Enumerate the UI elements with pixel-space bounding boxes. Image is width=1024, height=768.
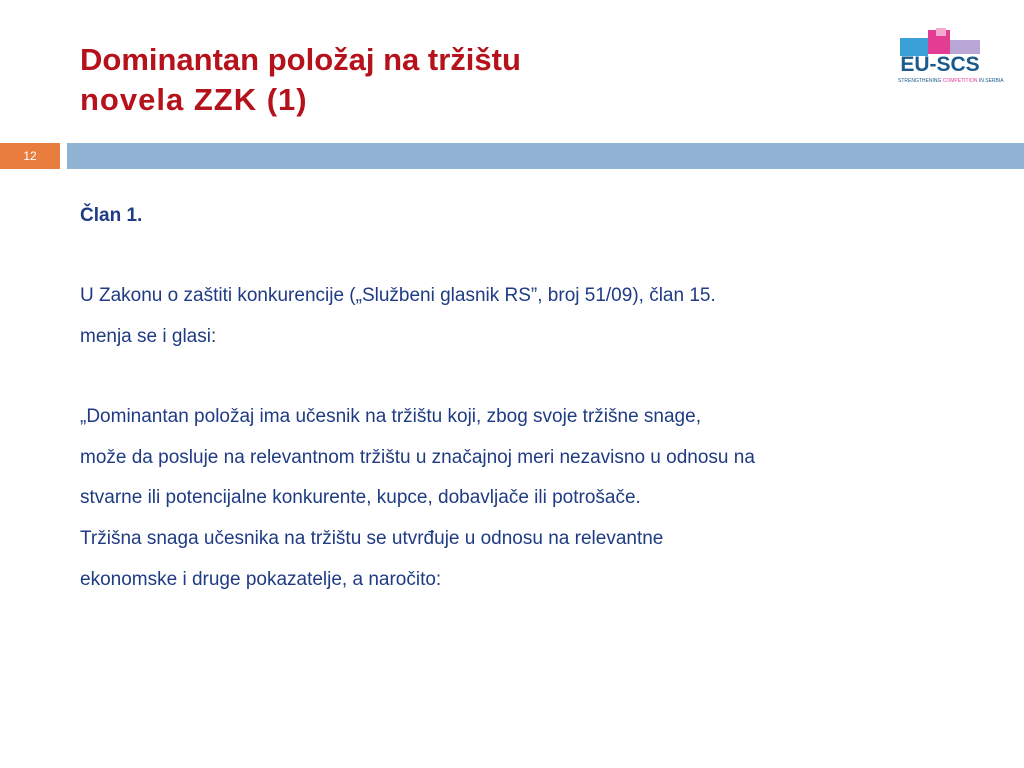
- slide-title: [80, 40, 521, 120]
- article-heading: Član 1.: [80, 205, 143, 226]
- title-line-1: Dominantan položaj na tržištu: [80, 42, 521, 77]
- eu-scs-logo: [898, 28, 1004, 86]
- title-line-2: novela ZZK (1): [80, 82, 308, 117]
- quote-line: ekonomske i druge pokazatelje, a naročito:: [80, 568, 442, 590]
- quote-line: stvarne ili potencijalne konkurente, kupce, dobavljače ili potrošače.: [80, 487, 641, 509]
- intro-line: menja se i glasi:: [80, 325, 217, 347]
- header-bar: [67, 143, 1024, 169]
- intro-line: U Zakonu o zaštiti konkurencije („Službeni glasnik RS”, broj 51/09), član 15.: [80, 285, 716, 306]
- logo-square-lilac: [950, 40, 980, 54]
- quote-line: Tržišna snaga učesnika na tržištu se utvrđuje u odnosu na relevantne: [80, 527, 664, 549]
- header-bar-row: [0, 143, 1024, 169]
- logo-square-lightpink: [936, 28, 946, 36]
- logo-text: EU-SCS: [900, 53, 980, 76]
- quote-line: može da posluje na relevantnom tržištu u značajnoj meri nezavisno u odnosu na: [80, 446, 755, 468]
- logo-tagline: STRENGTHENING COMPETITION IN SERBIA: [898, 78, 1004, 84]
- quote-line: „Dominantan položaj ima učesnik na tržištu koji, zbog svoje tržišne snage,: [80, 406, 701, 428]
- slide-number: 12: [0, 143, 60, 169]
- slide-content: [80, 200, 960, 600]
